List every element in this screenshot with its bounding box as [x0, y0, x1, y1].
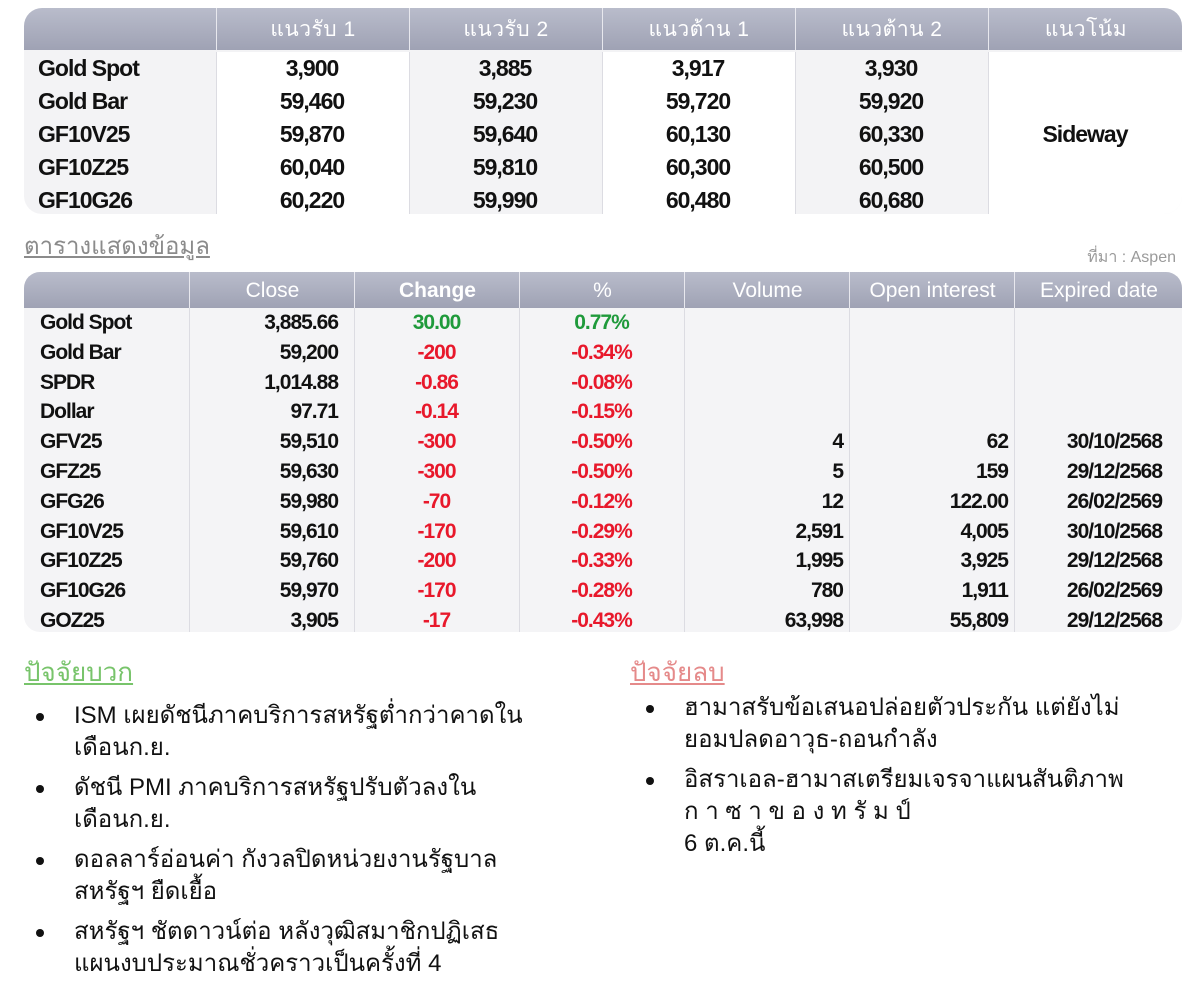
instrument-name: Gold Spot: [38, 55, 139, 81]
percent-value: -0.33%: [571, 549, 632, 573]
instrument-name: GFZ25: [40, 460, 101, 483]
resistance-1-value: 60,300: [665, 154, 731, 180]
table-row: [24, 457, 1182, 487]
percent-value: -0.15%: [571, 400, 632, 424]
close-value: 1,014.88: [264, 370, 338, 394]
change-value: -17: [422, 609, 451, 632]
list-item: [640, 692, 1170, 756]
expired-date-value: 29/12/2568: [1066, 609, 1162, 632]
open-interest-value: [858, 338, 1008, 368]
instrument-name: Gold Bar: [38, 88, 128, 114]
list-item: [30, 844, 570, 908]
percent-value: -0.28%: [571, 579, 632, 603]
header-support-2: แนวรับ 2: [409, 8, 602, 50]
expired-date-value: 26/02/2569: [1066, 489, 1162, 513]
header-expired-date: Expired date: [1014, 272, 1182, 308]
close-value: 59,630: [279, 460, 338, 483]
list-item: [30, 700, 570, 764]
bullet-icon: [646, 705, 654, 713]
open-interest-value: 1,911: [961, 579, 1008, 603]
header-resistance-1: แนวต้าน 1: [602, 8, 795, 50]
instrument-name: GF10V25: [40, 519, 123, 543]
factor-text: ดอลลาร์อ่อนค่า กังวลปิดหน่วยงานรัฐบาล สหรัฐฯ ยืดเยื้อ: [74, 846, 498, 905]
open-interest-value: 62: [986, 430, 1008, 454]
support-2-value: 59,990: [472, 187, 538, 213]
list-item: [30, 772, 570, 836]
table-row: [24, 517, 1182, 547]
factor-text: อิสราเอล-ฮามาสเตรียมเจรจาแผนสันติภาพ ก า ซ า ข อ ง ท รั ม ป์ 6 ต.ค.นี้: [684, 766, 1124, 857]
table-row: [24, 487, 1182, 517]
header-resistance-2: แนวต้าน 2: [795, 8, 988, 50]
percent-value: -0.08%: [571, 370, 632, 394]
percent-value: -0.34%: [571, 340, 632, 364]
change-value: -0.86: [415, 370, 458, 394]
bullet-icon: [36, 857, 44, 865]
bullet-icon: [36, 713, 44, 721]
expired-date-value: 26/02/2569: [1066, 579, 1162, 603]
open-interest-value: 4,005: [960, 519, 1008, 543]
instrument-name: GFG26: [40, 489, 104, 513]
expired-date-value: 30/10/2568: [1066, 519, 1162, 543]
volume-value: [693, 397, 843, 427]
open-interest-value: [858, 308, 1008, 338]
instrument-name: SPDR: [40, 370, 95, 394]
expired-date-value: [1012, 308, 1162, 338]
market-data-table: [24, 272, 1182, 632]
change-value: -70: [422, 489, 451, 513]
table-row: [24, 606, 1182, 632]
resistance-1-value: 60,130: [665, 121, 731, 147]
open-interest-value: 159: [975, 460, 1008, 483]
header-percent: %: [519, 272, 685, 308]
change-value: -200: [417, 549, 456, 573]
expired-date-value: 29/12/2568: [1066, 549, 1162, 573]
header-open-interest: Open interest: [849, 272, 1015, 308]
header-change: Change: [354, 272, 520, 308]
factor-text: ดัชนี PMI ภาคบริการสหรัฐปรับตัวลงใน เดือนก.ย.: [74, 774, 477, 833]
instrument-name: GFV25: [40, 430, 102, 454]
support-1-value: 3,900: [285, 55, 339, 81]
volume-value: 4: [832, 430, 843, 454]
instrument-name: Gold Bar: [40, 340, 121, 364]
open-interest-value: 55,809: [949, 609, 1008, 632]
percent-value: -0.50%: [571, 430, 632, 454]
expired-date-value: [1012, 368, 1162, 398]
expired-date-value: [1012, 338, 1162, 368]
bullet-icon: [36, 929, 44, 937]
instrument-name: GF10V25: [38, 121, 130, 147]
instrument-name: Dollar: [40, 400, 94, 424]
close-value: 59,610: [279, 519, 338, 543]
close-value: 97.71: [290, 400, 338, 424]
table-row: [24, 576, 1182, 606]
table-caption: ตารางแสดงข้อมูล: [24, 233, 210, 260]
open-interest-value: [858, 368, 1008, 398]
percent-value: -0.29%: [571, 519, 632, 543]
volume-value: 1,995: [795, 549, 843, 573]
close-value: 59,980: [279, 489, 338, 513]
negative-factors-list: [640, 692, 1170, 868]
instrument-name: GF10G26: [40, 579, 126, 603]
change-value: -200: [417, 340, 456, 364]
list-item: [640, 764, 1170, 860]
close-value: 3,885.66: [264, 311, 338, 334]
header-blank: [24, 272, 189, 308]
positive-factors-list: [30, 700, 570, 988]
expired-date-value: [1012, 397, 1162, 427]
factor-text: ฮามาสรับข้อเสนอปล่อยตัวประกัน แต่ยังไม่ ยอมปลดอาวุธ-ถอนกำลัง: [684, 694, 1120, 753]
trend-value: Sideway: [1042, 121, 1128, 147]
data-source: ที่มา : Aspen: [1087, 249, 1176, 266]
header-blank: [24, 8, 216, 50]
support-1-value: 60,040: [279, 154, 345, 180]
resistance-1-value: 3,917: [671, 55, 725, 81]
factor-text: ISM เผยดัชนีภาคบริการสหรัฐต่ำกว่าคาดใน เดือนก.ย.: [74, 702, 523, 761]
table-row: [24, 308, 1182, 338]
support-1-value: 59,460: [279, 88, 345, 114]
volume-value: 2,591: [795, 519, 843, 543]
instrument-name: GF10Z25: [38, 154, 129, 180]
table-row: [24, 151, 1182, 184]
close-value: 59,200: [279, 340, 338, 364]
negative-factors-title: ปัจจัยลบ: [630, 657, 725, 687]
header-trend: แนวโน้ม: [988, 8, 1182, 50]
volume-value: 5: [832, 460, 843, 483]
open-interest-value: 3,925: [960, 549, 1008, 573]
close-value: 59,510: [279, 430, 338, 454]
support-1-value: 60,220: [279, 187, 345, 213]
support-1-value: 59,870: [279, 121, 345, 147]
header-close: Close: [189, 272, 355, 308]
volume-value: 63,998: [784, 609, 843, 632]
change-value: -300: [417, 430, 456, 454]
resistance-1-value: 60,480: [665, 187, 731, 213]
percent-value: -0.12%: [571, 489, 632, 513]
support-2-value: 3,885: [478, 55, 532, 81]
resistance-2-value: 59,920: [858, 88, 924, 114]
resistance-2-value: 60,500: [858, 154, 924, 180]
support-2-value: 59,230: [472, 88, 538, 114]
resistance-2-value: 60,680: [858, 187, 924, 213]
open-interest-value: 122.00: [949, 489, 1008, 513]
table-row: [24, 118, 1182, 151]
volume-value: 12: [821, 489, 843, 513]
resistance-2-value: 60,330: [858, 121, 924, 147]
header-volume: Volume: [684, 272, 850, 308]
support-2-value: 59,640: [472, 121, 538, 147]
close-value: 3,905: [290, 609, 338, 632]
resistance-1-value: 59,720: [665, 88, 731, 114]
table-row: [24, 397, 1182, 427]
volume-value: [693, 308, 843, 338]
table-row: [24, 85, 1182, 118]
instrument-name: GF10Z25: [40, 549, 122, 573]
change-value: -0.14: [415, 400, 458, 424]
percent-value: -0.43%: [571, 609, 632, 632]
list-item: [30, 916, 570, 980]
change-value: -170: [417, 579, 456, 603]
table-row: [24, 184, 1182, 214]
support-2-value: 59,810: [472, 154, 538, 180]
expired-date-value: 29/12/2568: [1066, 460, 1162, 483]
factor-text: สหรัฐฯ ชัตดาวน์ต่อ หลังวุฒิสมาชิกปฏิเสธ แผนงบประมาณชั่วคราวเป็นครั้งที่ 4: [74, 918, 500, 977]
table-row: [24, 52, 1182, 85]
bullet-icon: [646, 777, 654, 785]
open-interest-value: [858, 397, 1008, 427]
close-value: 59,760: [279, 549, 338, 573]
table-row: [24, 546, 1182, 576]
header-support-1: แนวรับ 1: [216, 8, 409, 50]
close-value: 59,970: [279, 579, 338, 603]
table-row: [24, 427, 1182, 457]
volume-value: 780: [810, 579, 843, 603]
bullet-icon: [36, 785, 44, 793]
instrument-name: Gold Spot: [40, 311, 132, 334]
volume-value: [693, 368, 843, 398]
percent-value: 0.77%: [574, 311, 629, 334]
resistance-2-value: 3,930: [864, 55, 918, 81]
instrument-name: GF10G26: [38, 187, 132, 213]
change-value: -300: [417, 460, 456, 483]
percent-value: -0.50%: [571, 460, 632, 483]
instrument-name: GOZ25: [40, 609, 104, 632]
change-value: 30.00: [412, 311, 461, 334]
volume-value: [693, 338, 843, 368]
support-resistance-table: [24, 8, 1182, 214]
table-row: [24, 368, 1182, 398]
expired-date-value: 30/10/2568: [1066, 430, 1162, 454]
table-row: [24, 338, 1182, 368]
positive-factors-title: ปัจจัยบวก: [24, 657, 134, 687]
change-value: -170: [417, 519, 456, 543]
